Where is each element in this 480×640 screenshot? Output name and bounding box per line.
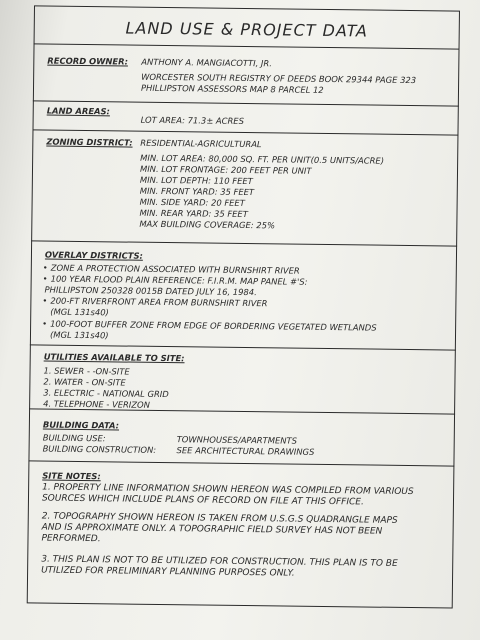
bullet-icon: • — [42, 273, 48, 284]
site-note-line: 2. TOPOGRAPHY SHOWN HEREON IS TAKEN FROM U.S.G.S QUADRANGLE MAPS — [41, 511, 398, 526]
overlay-districts-heading: OVERLAY DISTRICTS: — [44, 249, 143, 261]
record-owner-heading: RECORD OWNER: — [47, 55, 129, 67]
overlay-item-continued: PHILLIPSTON 250328 0015B DATED JULY 16, 1984. — [44, 284, 257, 298]
overlay-item: • 100-FOOT BUFFER ZONE FROM EDGE OF BORDERING VEGETATED WETLANDS — [42, 318, 377, 333]
sheet-title: LAND USE & PROJECT DATA — [125, 18, 369, 41]
site-note-line: 3. THIS PLAN IS NOT TO BE UTILIZED FOR CONSTRUCTION. THIS PLAN IS TO BE — [41, 554, 398, 569]
site-notes-heading: SITE NOTES: — [42, 470, 101, 482]
site-note-line: AND IS APPROXIMATE ONLY. A TOPOGRAPHIC FIELD SURVEY HAS NOT BEEN — [41, 522, 383, 537]
bullet-icon: • — [42, 295, 48, 306]
utility-item: 2. WATER - ON-SITE — [43, 376, 126, 388]
zoning-requirement: MIN. LOT DEPTH: 110 FEET — [139, 174, 253, 187]
building-construction-label: BUILDING CONSTRUCTION: — [42, 443, 157, 455]
building-use-label: BUILDING USE: — [42, 432, 106, 444]
overlay-item-continued: (MGL 131s40) — [49, 329, 109, 341]
zoning-district-heading: ZONING DISTRICT: — [46, 136, 133, 148]
overlay-item-continued: (MGL 131s40) — [50, 306, 109, 318]
lot-area: LOT AREA: 71.3± ACRES — [140, 114, 245, 126]
site-note-line: UTILIZED FOR PRELIMINARY PLANNING PURPOSES ONLY. — [41, 565, 295, 579]
overlay-item: • 100 YEAR FLOOD PLAIN REFERENCE: F.I.R.M. MAP PANEL #'S: — [42, 273, 308, 287]
zoning-requirement: MAX BUILDING COVERAGE: 25% — [139, 218, 276, 231]
building-construction-value: SEE ARCHITECTURAL DRAWINGS — [176, 445, 315, 457]
overlay-item: • ZONE A PROTECTION ASSOCIATED WITH BURNSHIRT RIVER — [42, 262, 300, 276]
site-note-line: PERFORMED. — [41, 533, 101, 545]
site-note-line: 1. PROPERTY LINE INFORMATION SHOWN HEREON WAS COMPILED FROM VARIOUS — [42, 482, 414, 498]
utility-item: 1. SEWER - -ON-SITE — [43, 365, 130, 377]
zoning-requirement: MIN. SIDE YARD: 20 FEET — [139, 196, 245, 208]
utility-item: 4. TELEPHONE - VERIZON — [43, 398, 150, 410]
bullet-icon: • — [42, 262, 48, 273]
zoning-requirement: MIN. LOT FRONTAGE: 200 FEET PER UNIT — [139, 163, 312, 176]
assessor-reference: PHILLIPSTON ASSESSORS MAP 8 PARCEL 12 — [140, 82, 324, 95]
zoning-district-value: RESIDENTIAL-AGRICULTURAL — [140, 137, 262, 150]
utility-item: 3. ELECTRIC - NATIONAL GRID — [43, 387, 169, 400]
site-note-line: SOURCES WHICH INCLUDE PLANS OF RECORD ON FILE AT THIS OFFICE. — [41, 493, 364, 508]
zoning-requirement: MIN. FRONT YARD: 35 FEET — [139, 185, 255, 198]
bullet-icon: • — [42, 318, 48, 329]
overlay-item: • 200-FT RIVERFRONT AREA FROM BURNSHIRT RIVER — [42, 295, 268, 309]
record-owner-name: ANTHONY A. MANGIACOTTI, JR. — [141, 56, 272, 69]
building-use-value: TOWNHOUSES/APARTMENTS — [176, 434, 298, 446]
land-areas-heading: LAND AREAS: — [46, 105, 111, 117]
zoning-requirement: MIN. REAR YARD: 35 FEET — [139, 207, 248, 220]
building-data-heading: BUILDING DATA: — [42, 419, 120, 431]
zoning-requirement: MIN. LOT AREA: 80,000 SQ. FT. PER UNIT(0.5 UNITS/ACRE) — [140, 152, 385, 166]
utilities-heading: UTILITIES AVAILABLE TO SITE: — [43, 351, 185, 364]
deed-reference: WORCESTER SOUTH REGISTRY OF DEEDS BOOK 29344 PAGE 323 — [141, 71, 417, 86]
land-use-project-data-sheet — [27, 5, 460, 608]
